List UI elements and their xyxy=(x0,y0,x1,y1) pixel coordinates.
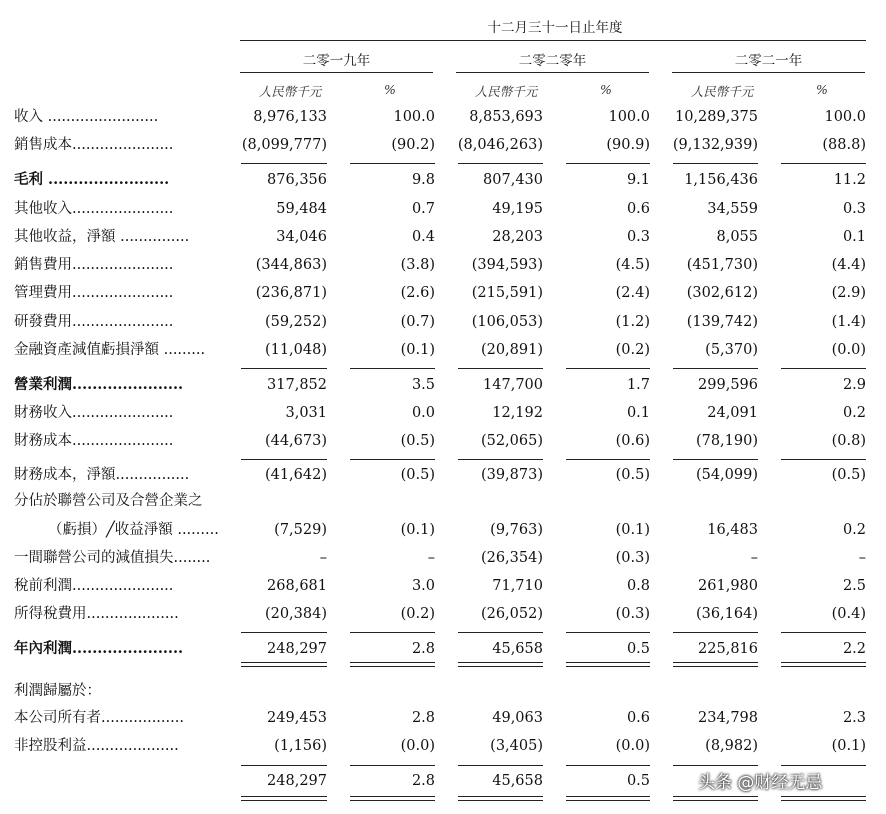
percent-cell: 2.8 xyxy=(411,773,435,789)
percent-cell: 0.1 xyxy=(842,229,866,245)
row-label: （虧損）╱收益淨額 ......... xyxy=(48,522,219,538)
percent-cell: (0.2) xyxy=(615,342,650,358)
row-label: 管理費用...................... xyxy=(14,285,174,301)
single-rule xyxy=(566,368,650,369)
single-rule xyxy=(241,368,327,369)
row-label: 營業利潤...................... xyxy=(14,376,184,393)
amount-cell: 59,484 xyxy=(276,201,327,217)
percent-cell: 2.3 xyxy=(842,710,866,726)
amount-cell: (44,673) xyxy=(264,433,327,449)
watermark: 头条 @财经无忌 xyxy=(698,773,823,793)
percent-cell: (1.4) xyxy=(831,314,866,330)
percent-cell: (0.0) xyxy=(400,738,435,754)
row-label: 財務成本...................... xyxy=(14,433,174,449)
percent-cell: 0.2 xyxy=(842,522,866,538)
single-rule xyxy=(673,459,758,460)
percent-cell: (0.1) xyxy=(831,738,866,754)
amount-cell: 8,853,693 xyxy=(469,109,543,125)
single-rule xyxy=(673,632,758,633)
percent-cell: 9.8 xyxy=(411,172,435,188)
amount-cell: (78,190) xyxy=(695,433,758,449)
percent-cell: (0.3) xyxy=(615,606,650,622)
amount-cell: 225,816 xyxy=(698,641,758,657)
amount-cell: (9,763) xyxy=(490,522,543,538)
amount-cell: 876,356 xyxy=(267,172,327,188)
amount-cell: (39,873) xyxy=(480,467,543,483)
percent-cell: (0.1) xyxy=(615,522,650,538)
amount-cell: 49,195 xyxy=(492,201,543,217)
percent-cell: (1.2) xyxy=(615,314,650,330)
percent-cell: (0.5) xyxy=(400,433,435,449)
percent-cell: 2.2 xyxy=(842,641,866,657)
percent-cell: 0.1 xyxy=(626,405,650,421)
amount-cell: (9,132,939) xyxy=(672,137,758,153)
single-rule xyxy=(458,459,543,460)
double-rule xyxy=(458,662,543,667)
percent-cell: (0.5) xyxy=(831,467,866,483)
single-rule xyxy=(241,632,327,633)
amount-cell: 45,658 xyxy=(492,641,543,657)
percent-cell: (0.7) xyxy=(400,314,435,330)
amount-cell: 34,559 xyxy=(707,201,758,217)
year-2019-rule xyxy=(240,72,433,73)
amount-cell: (8,982) xyxy=(705,738,758,754)
unit-pct-2020: % xyxy=(600,82,612,97)
percent-cell: 0.7 xyxy=(411,201,435,217)
percent-cell: 0.8 xyxy=(626,578,650,594)
double-rule xyxy=(566,796,650,801)
percent-cell: – xyxy=(858,550,866,566)
percent-cell: 0.2 xyxy=(842,405,866,421)
amount-cell: (394,593) xyxy=(471,257,543,273)
amount-cell: (54,099) xyxy=(695,467,758,483)
amount-cell: 1,156,436 xyxy=(684,172,758,188)
amount-cell: 24,091 xyxy=(707,405,758,421)
double-rule xyxy=(673,796,758,801)
amount-cell: 8,055 xyxy=(716,229,758,245)
percent-cell: 2.9 xyxy=(842,377,866,393)
amount-cell: 261,980 xyxy=(698,578,758,594)
amount-cell: (5,370) xyxy=(705,342,758,358)
amount-cell: (3,405) xyxy=(490,738,543,754)
percent-cell: (0.4) xyxy=(831,606,866,622)
single-rule xyxy=(350,368,435,369)
percent-cell: (4.4) xyxy=(831,257,866,273)
percent-cell: 3.5 xyxy=(411,377,435,393)
year-2021-rule xyxy=(672,72,865,73)
row-label: 年內利潤...................... xyxy=(14,640,184,657)
amount-cell: 147,700 xyxy=(483,377,543,393)
percent-cell: 0.5 xyxy=(626,641,650,657)
single-rule xyxy=(781,163,866,164)
amount-cell: (344,863) xyxy=(255,257,327,273)
amount-cell: 34,046 xyxy=(276,229,327,245)
percent-cell: (2.4) xyxy=(615,285,650,301)
row-label: 分佔於聯營公司及合營企業之 xyxy=(14,493,203,509)
double-rule xyxy=(566,662,650,667)
amount-cell: 16,483 xyxy=(707,522,758,538)
percent-cell: (90.2) xyxy=(391,137,435,153)
single-rule xyxy=(673,765,758,766)
row-label: 利潤歸屬於： xyxy=(14,683,101,699)
single-rule xyxy=(566,163,650,164)
amount-cell: (36,164) xyxy=(695,606,758,622)
single-rule xyxy=(350,632,435,633)
percent-cell: 0.4 xyxy=(411,229,435,245)
amount-cell: 71,710 xyxy=(492,578,543,594)
percent-cell: 2.8 xyxy=(411,710,435,726)
amount-cell: 268,681 xyxy=(267,578,327,594)
row-label: 其他收入...................... xyxy=(14,201,174,217)
amount-cell: 10,289,375 xyxy=(674,109,758,125)
percent-cell: (2.6) xyxy=(400,285,435,301)
percent-cell: (0.1) xyxy=(400,342,435,358)
row-label: 財務收入...................... xyxy=(14,405,174,421)
amount-cell: (302,612) xyxy=(686,285,758,301)
amount-cell: 234,798 xyxy=(698,710,758,726)
unit-pct-2021: % xyxy=(816,82,828,97)
year-2020-header: 二零二零年 xyxy=(518,53,587,69)
percent-cell: 9.1 xyxy=(626,172,650,188)
percent-cell: (3.8) xyxy=(400,257,435,273)
percent-cell: – xyxy=(427,550,435,566)
percent-cell: (0.5) xyxy=(400,467,435,483)
amount-cell: 49,063 xyxy=(492,710,543,726)
row-label: 金融資產減值虧損淨額 ......... xyxy=(14,342,206,358)
amount-cell: (451,730) xyxy=(686,257,758,273)
single-rule xyxy=(781,368,866,369)
unit-pct-2019: % xyxy=(384,82,396,97)
unit-amount-2021: 人民幣千元 xyxy=(690,84,754,99)
amount-cell: (26,052) xyxy=(480,606,543,622)
percent-cell: (2.9) xyxy=(831,285,866,301)
amount-cell: 28,203 xyxy=(492,229,543,245)
percent-cell: (0.3) xyxy=(615,550,650,566)
double-rule xyxy=(350,662,435,667)
single-rule xyxy=(673,368,758,369)
single-rule xyxy=(350,459,435,460)
row-label: 財務成本，淨額................ xyxy=(14,467,190,483)
percent-cell: (0.5) xyxy=(615,467,650,483)
percent-cell: (90.9) xyxy=(606,137,650,153)
amount-cell: 299,596 xyxy=(698,377,758,393)
row-label: 其他收益，淨額 ............... xyxy=(14,229,190,245)
percent-cell: 100.0 xyxy=(608,109,650,125)
amount-cell: 12,192 xyxy=(492,405,543,421)
percent-cell: 1.7 xyxy=(626,377,650,393)
percent-cell: (0.0) xyxy=(615,738,650,754)
percent-cell: 2.8 xyxy=(411,641,435,657)
row-label: 銷售費用...................... xyxy=(14,257,174,273)
row-label: 非控股利益.................... xyxy=(14,738,179,754)
percent-cell: (88.8) xyxy=(822,137,866,153)
double-rule xyxy=(350,796,435,801)
amount-cell: 248,297 xyxy=(267,641,327,657)
amount-cell: – xyxy=(319,550,327,566)
row-label: 銷售成本...................... xyxy=(14,137,174,153)
single-rule xyxy=(458,163,543,164)
percent-cell: (4.5) xyxy=(615,257,650,273)
row-label: 稅前利潤...................... xyxy=(14,578,174,594)
period-header: 十二月三十一日止年度 xyxy=(487,20,623,36)
amount-cell: (11,048) xyxy=(264,342,327,358)
amount-cell: 249,453 xyxy=(267,710,327,726)
single-rule xyxy=(350,765,435,766)
row-label: 研發費用...................... xyxy=(14,314,174,330)
amount-cell: (7,529) xyxy=(274,522,327,538)
amount-cell: 248,297 xyxy=(267,773,327,789)
single-rule xyxy=(458,368,543,369)
double-rule xyxy=(241,662,327,667)
percent-cell: 11.2 xyxy=(833,172,866,188)
row-label: 一間聯營公司的減值損失........ xyxy=(14,550,211,566)
year-2020-rule xyxy=(456,72,649,73)
amount-cell: 8,976,133 xyxy=(253,109,327,125)
double-rule xyxy=(241,796,327,801)
unit-amount-2019: 人民幣千元 xyxy=(258,84,322,99)
single-rule xyxy=(241,459,327,460)
amount-cell: – xyxy=(750,550,758,566)
percent-cell: (0.1) xyxy=(400,522,435,538)
single-rule xyxy=(458,632,543,633)
single-rule xyxy=(781,632,866,633)
single-rule xyxy=(241,163,327,164)
double-rule xyxy=(458,796,543,801)
row-label: 所得稅費用.................... xyxy=(14,606,179,622)
amount-cell: 317,852 xyxy=(267,377,327,393)
amount-cell: (215,591) xyxy=(471,285,543,301)
year-2019-header: 二零一九年 xyxy=(302,53,371,69)
percent-cell: (0.8) xyxy=(831,433,866,449)
double-rule xyxy=(781,662,866,667)
percent-cell: (0.6) xyxy=(615,433,650,449)
unit-amount-2020: 人民幣千元 xyxy=(474,84,538,99)
single-rule xyxy=(241,765,327,766)
single-rule xyxy=(566,632,650,633)
percent-cell: 3.0 xyxy=(411,578,435,594)
amount-cell: 45,658 xyxy=(492,773,543,789)
percent-cell: 0.3 xyxy=(842,201,866,217)
percent-cell: 2.5 xyxy=(842,578,866,594)
percent-cell: 0.6 xyxy=(626,201,650,217)
row-label: 毛利 ........................ xyxy=(14,171,170,188)
single-rule xyxy=(350,163,435,164)
amount-cell: (20,891) xyxy=(480,342,543,358)
single-rule xyxy=(781,459,866,460)
amount-cell: (20,384) xyxy=(264,606,327,622)
amount-cell: (8,046,263) xyxy=(457,137,543,153)
amount-cell: (1,156) xyxy=(274,738,327,754)
percent-cell: 100.0 xyxy=(393,109,435,125)
double-rule xyxy=(673,662,758,667)
amount-cell: (8,099,777) xyxy=(241,137,327,153)
percent-cell: 100.0 xyxy=(824,109,866,125)
amount-cell: (236,871) xyxy=(255,285,327,301)
single-rule xyxy=(673,163,758,164)
single-rule xyxy=(458,765,543,766)
single-rule xyxy=(566,765,650,766)
single-rule xyxy=(781,765,866,766)
percent-cell: 0.5 xyxy=(626,773,650,789)
row-label: 收入 ........................ xyxy=(14,109,159,125)
double-rule xyxy=(781,796,866,801)
amount-cell: (41,642) xyxy=(264,467,327,483)
amount-cell: 3,031 xyxy=(285,405,327,421)
percent-cell: 0.6 xyxy=(626,710,650,726)
percent-cell: 0.3 xyxy=(626,229,650,245)
amount-cell: (106,053) xyxy=(471,314,543,330)
header-rule xyxy=(240,40,866,41)
percent-cell: (0.2) xyxy=(400,606,435,622)
amount-cell: (52,065) xyxy=(480,433,543,449)
percent-cell: 0.0 xyxy=(411,405,435,421)
row-label: 本公司所有者.................. xyxy=(14,710,184,726)
percent-cell: (0.0) xyxy=(831,342,866,358)
amount-cell: 807,430 xyxy=(483,172,543,188)
amount-cell: (59,252) xyxy=(264,314,327,330)
year-2021-header: 二零二一年 xyxy=(734,53,803,69)
amount-cell: (26,354) xyxy=(480,550,543,566)
single-rule xyxy=(566,459,650,460)
amount-cell: (139,742) xyxy=(686,314,758,330)
